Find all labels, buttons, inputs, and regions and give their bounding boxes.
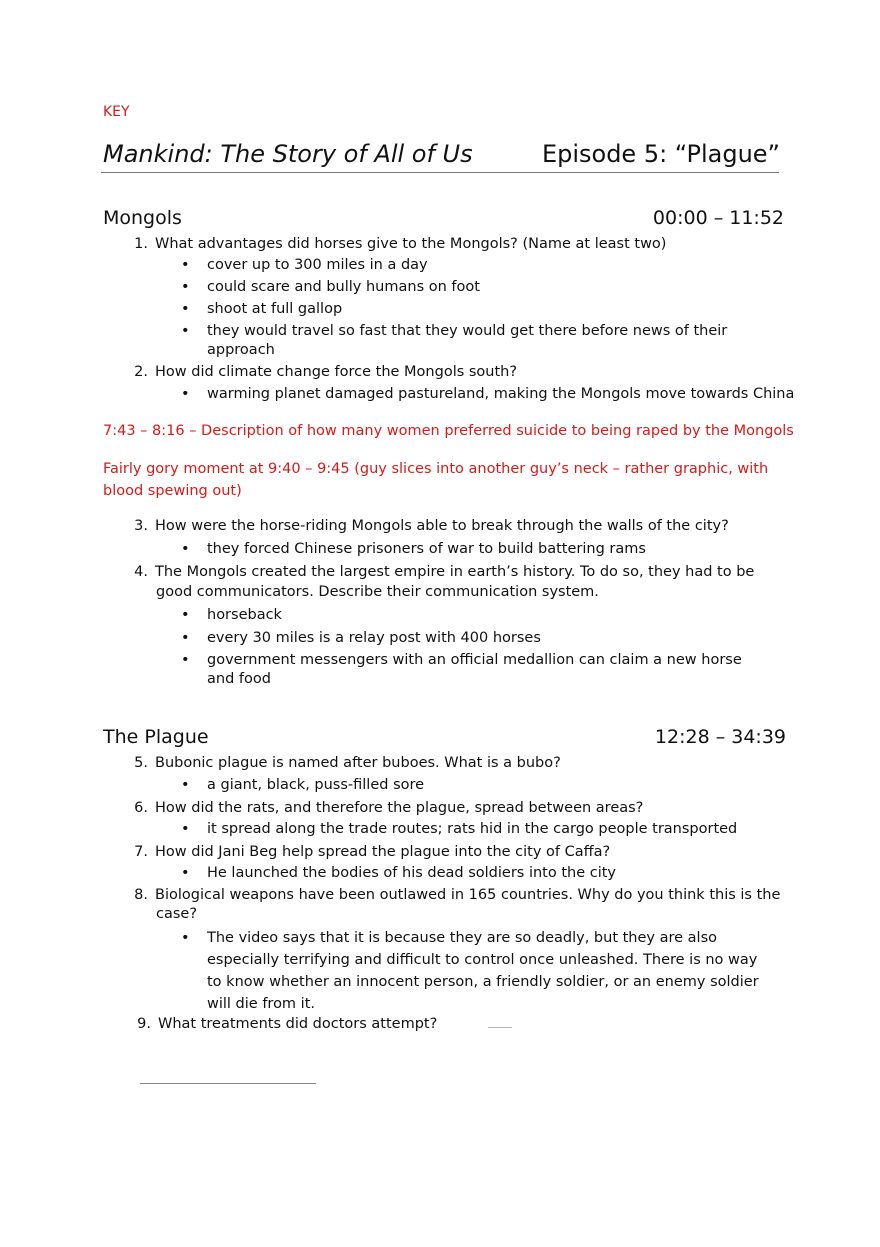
question-text: How did Jani Beg help spread the plague into the city of Caffa? bbox=[155, 844, 611, 860]
question-text: The Mongols created the largest empire in earth’s history. To do so, they had to be good communicators. Describe their communication system. bbox=[155, 564, 755, 600]
question-text: How did climate change force the Mongols south? bbox=[155, 364, 518, 380]
header-divider bbox=[101, 172, 779, 173]
bullet-icon: • bbox=[181, 279, 190, 295]
answer-bullet: • it spread along the trade routes; rats hid in the cargo people transported bbox=[181, 821, 738, 837]
question-text: How did the rats, and therefore the plague, spread between areas? bbox=[155, 800, 644, 816]
question-number: 9. bbox=[137, 1016, 151, 1032]
section-title-plague: The Plague bbox=[103, 726, 209, 748]
episode-title: Episode 5: “Plague” bbox=[541, 140, 780, 168]
section-title-mongols: Mongols bbox=[103, 207, 182, 229]
bullet-icon: • bbox=[181, 777, 190, 793]
question-number: 6. bbox=[134, 800, 148, 816]
answer-bullet: • could scare and bully humans on foot bbox=[181, 279, 480, 295]
bullet-icon: • bbox=[181, 386, 190, 402]
question-number: 1. bbox=[134, 236, 148, 252]
answer-bullet: • shoot at full gallop bbox=[181, 301, 343, 317]
content-warning-note: Fairly gory moment at 9:40 – 9:45 (guy slices into another guy’s neck – rather graphic, with blood spewing out) bbox=[103, 461, 769, 499]
question-3 bbox=[122, 516, 729, 536]
question-number: 8. bbox=[134, 887, 148, 903]
question-number: 7. bbox=[134, 844, 148, 860]
bullet-icon: • bbox=[181, 821, 190, 837]
bullet-icon: • bbox=[181, 323, 190, 339]
question-5 bbox=[122, 753, 561, 773]
answer-bullet: • every 30 miles is a relay post with 400 horses bbox=[181, 630, 541, 646]
question-text: Biological weapons have been outlawed in 165 countries. Why do you think this is the case? bbox=[155, 887, 781, 922]
bullet-icon: • bbox=[181, 930, 190, 946]
answer-bullet: • they would travel so fast that they would get there before news of their approach bbox=[181, 323, 728, 358]
question-9 bbox=[125, 1014, 437, 1034]
bullet-icon: • bbox=[181, 541, 190, 557]
question-number: 3. bbox=[134, 518, 148, 534]
question-2 bbox=[122, 362, 517, 382]
bullet-icon: • bbox=[181, 865, 190, 881]
question-text: What advantages did horses give to the Mongols? (Name at least two) bbox=[155, 236, 667, 252]
answer-bullet: • they forced Chinese prisoners of war to build battering rams bbox=[181, 541, 646, 557]
question-text: How were the horse-riding Mongols able to break through the walls of the city? bbox=[155, 518, 729, 534]
bullet-icon: • bbox=[181, 652, 190, 668]
question-text: Bubonic plague is named after buboes. What is a bubo? bbox=[155, 755, 561, 771]
question-6 bbox=[122, 798, 643, 818]
footnote-divider bbox=[140, 1083, 316, 1084]
bullet-icon: • bbox=[181, 257, 190, 273]
section-time-plague: 12:28 – 34:39 bbox=[654, 726, 786, 748]
bullet-icon: • bbox=[181, 630, 190, 646]
question-number: 2. bbox=[134, 364, 148, 380]
answer-bullet: • horseback bbox=[181, 607, 282, 623]
answer-bullet: • The video says that it is because they are so deadly, but they are also especially terrifying and difficult to control once unleashed. There is no way to know whether an innocent person, a friendly soldier, or an enemy soldier will die from it. bbox=[207, 927, 767, 1015]
question-4 bbox=[122, 562, 766, 602]
question-number: 5. bbox=[134, 755, 148, 771]
key-label: KEY bbox=[103, 104, 130, 120]
question-1 bbox=[122, 234, 666, 254]
answer-line bbox=[488, 1027, 512, 1028]
bullet-icon: • bbox=[181, 607, 190, 623]
worksheet-title: Mankind: The Story of All of Us bbox=[103, 140, 473, 168]
timestamp-note: 7:43 – 8:16 – Description of how many women preferred suicide to being raped by the Mongols bbox=[103, 423, 794, 439]
answer-bullet: • cover up to 300 miles in a day bbox=[181, 257, 428, 273]
answer-bullet: • a giant, black, puss-filled sore bbox=[181, 777, 425, 793]
section-time-mongols: 00:00 – 11:52 bbox=[652, 207, 784, 229]
bullet-icon: • bbox=[181, 301, 190, 317]
question-number: 4. bbox=[134, 564, 148, 580]
question-8 bbox=[122, 886, 806, 924]
answer-bullet: • government messengers with an official medallion can claim a new horse and food bbox=[181, 652, 742, 687]
answer-bullet: • He launched the bodies of his dead soldiers into the city bbox=[181, 865, 617, 881]
answer-bullet: • warming planet damaged pastureland, making the Mongols move towards China bbox=[181, 386, 795, 402]
question-text: What treatments did doctors attempt? bbox=[158, 1016, 438, 1032]
question-7 bbox=[122, 842, 610, 862]
